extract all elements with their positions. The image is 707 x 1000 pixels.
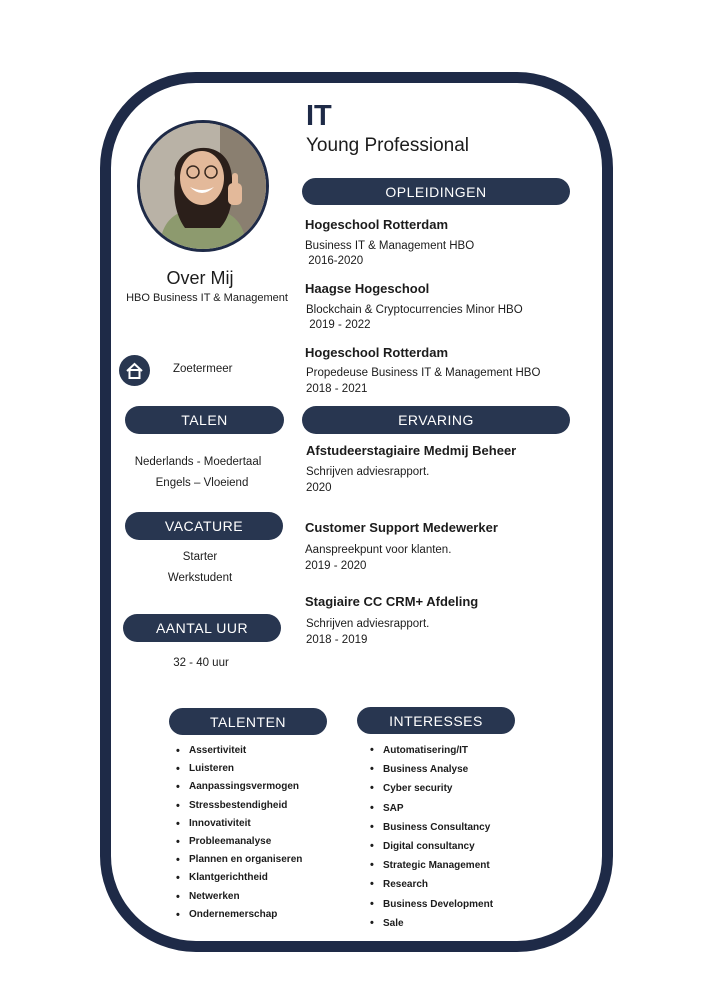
list-item: • Assertiviteit xyxy=(189,742,302,760)
list-item: • Automatisering/IT xyxy=(383,741,493,760)
list-item: • Cyber security xyxy=(383,779,493,798)
education-years: 2019 - 2022 xyxy=(306,319,371,331)
interests-heading: INTERESSES xyxy=(357,707,515,734)
language-item: Nederlands - Moedertaal xyxy=(134,456,262,468)
list-item: • Sale xyxy=(383,914,493,933)
experience-years: 2019 - 2020 xyxy=(305,560,367,572)
interests-list xyxy=(363,741,493,933)
language-item: Engels – Vloeiend xyxy=(155,477,249,489)
list-item: • Business Analyse xyxy=(383,760,493,779)
list-item: • Innovativiteit xyxy=(189,815,302,833)
education-school: Hogeschool Rotterdam xyxy=(305,345,449,360)
experience-desc: Schrijven adviesrapport. xyxy=(306,618,430,630)
list-item: • Business Consultancy xyxy=(383,818,493,837)
education-program: Business IT & Management HBO xyxy=(305,240,475,252)
talents-heading: TALENTEN xyxy=(169,708,327,735)
experience-desc: Aanspreekpunt voor klanten. xyxy=(305,544,452,556)
list-item: • Netwerken xyxy=(189,888,302,906)
education-program: Blockchain & Cryptocurrencies Minor HBO xyxy=(306,304,523,316)
list-item: • Research xyxy=(383,875,493,894)
experience-heading: ERVARING xyxy=(302,406,570,434)
list-item: • Luisteren xyxy=(189,760,302,778)
list-item: • Aanpassingsvermogen xyxy=(189,778,302,796)
home-icon xyxy=(119,355,150,386)
education-years: 2016-2020 xyxy=(305,255,364,267)
list-item: • SAP xyxy=(383,799,493,818)
experience-role: Stagiaire CC CRM+ Afdeling xyxy=(305,594,479,609)
vacancy-item: Werkstudent xyxy=(167,572,233,584)
about-heading: Over Mij xyxy=(166,268,234,288)
list-item: • Digital consultancy xyxy=(383,837,493,856)
experience-years: 2018 - 2019 xyxy=(306,634,368,646)
education-school: Haagse Hogeschool xyxy=(305,281,430,296)
page-subtitle: Young Professional xyxy=(306,135,470,156)
languages-heading: TALEN xyxy=(125,406,284,434)
education-program: Propedeuse Business IT & Management HBO xyxy=(306,367,541,379)
vacancy-heading: VACATURE xyxy=(125,512,283,540)
vacancy-item: Starter xyxy=(182,551,218,563)
list-item: • Klantgerichtheid xyxy=(189,869,302,887)
list-item: • Ondernemerschap xyxy=(189,906,302,924)
hours-value: 32 - 40 uur xyxy=(173,657,229,669)
experience-years: 2020 xyxy=(306,482,332,494)
talents-list xyxy=(169,742,302,924)
list-item: • Plannen en organiseren xyxy=(189,851,302,869)
education-heading: OPLEIDINGEN xyxy=(302,178,570,205)
education-school: Hogeschool Rotterdam xyxy=(305,217,449,232)
list-item: • Strategic Management xyxy=(383,856,493,875)
experience-role: Afstudeerstagiaire Medmij Beheer xyxy=(306,443,517,458)
person-photo-icon xyxy=(140,123,266,249)
location-text: Zoetermeer xyxy=(173,363,233,375)
list-item: • Business Development xyxy=(383,895,493,914)
education-years: 2018 - 2021 xyxy=(306,383,368,395)
about-description: HBO Business IT & Management xyxy=(126,292,288,304)
profile-photo xyxy=(137,120,269,252)
list-item: • Probleemanalyse xyxy=(189,833,302,851)
hours-heading: AANTAL UUR xyxy=(123,614,281,642)
experience-role: Customer Support Medewerker xyxy=(305,520,498,535)
page-title: IT xyxy=(306,100,332,132)
experience-desc: Schrijven adviesrapport. xyxy=(306,466,430,478)
list-item: • Stressbestendigheid xyxy=(189,797,302,815)
